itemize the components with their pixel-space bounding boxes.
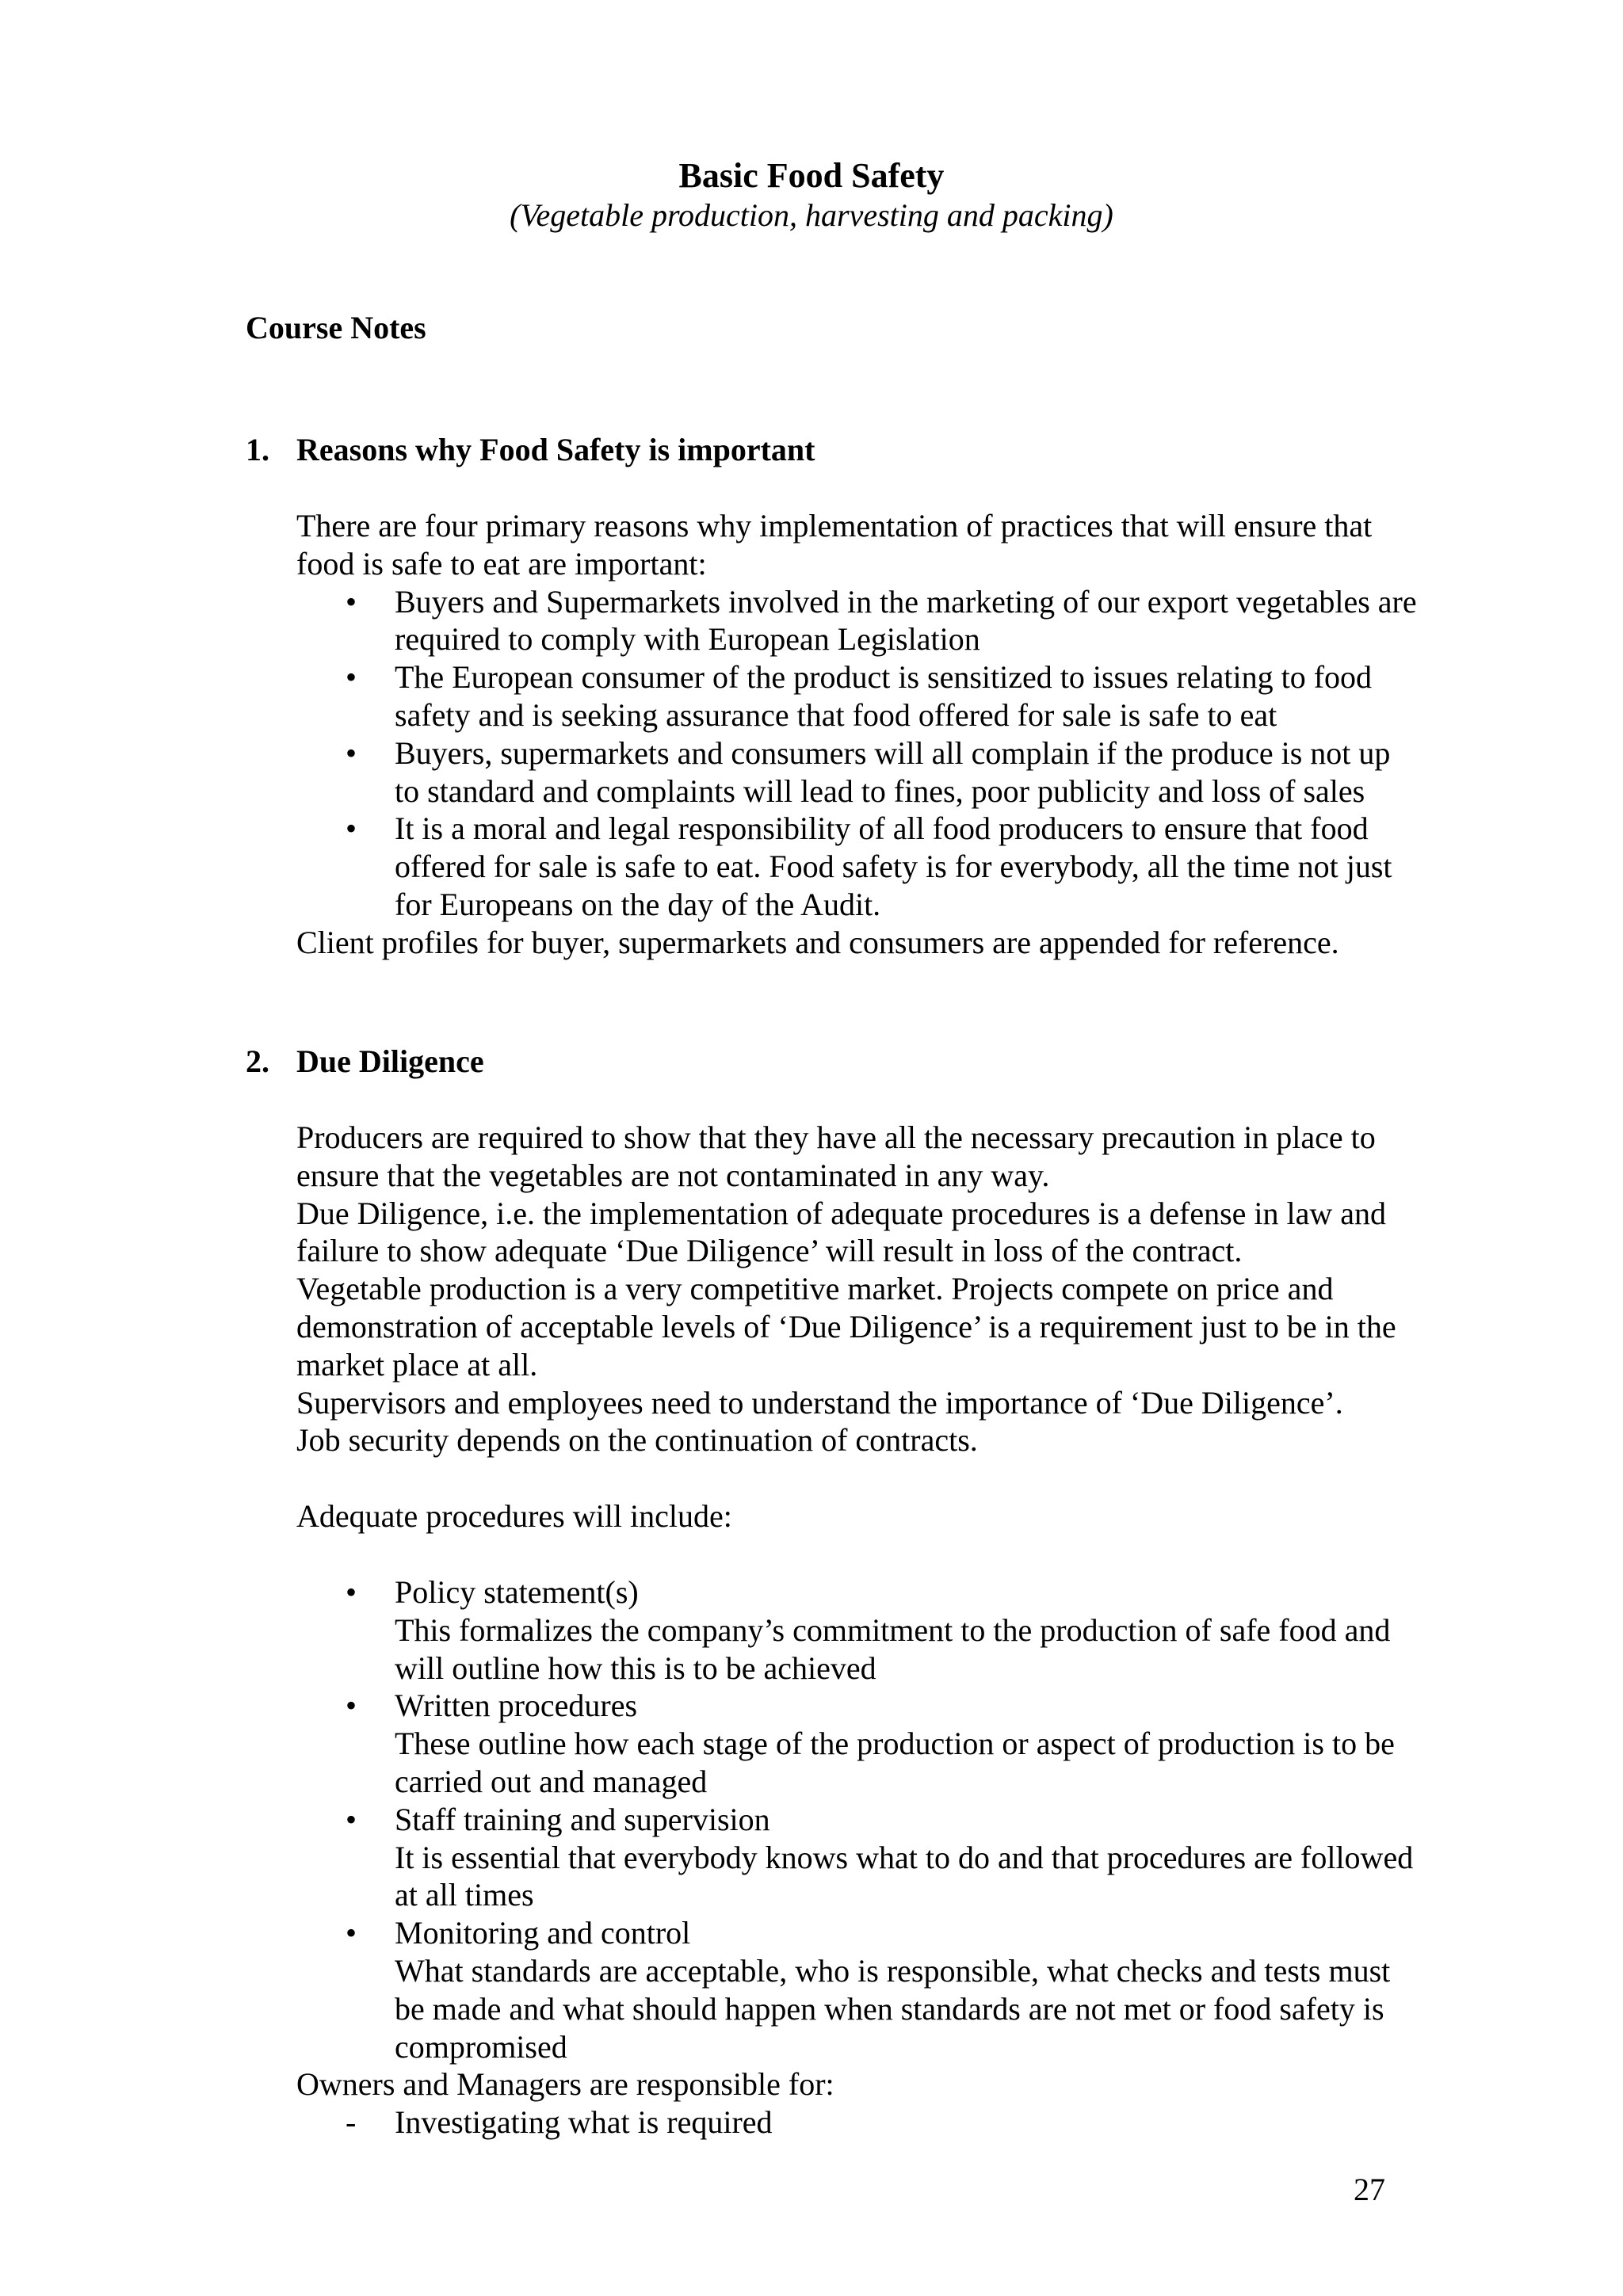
procedure-description: What standards are acceptable, who is responsible, what checks and tests must be made and what should happen when standards are not met or food safety is compromised <box>395 1952 1391 2065</box>
list-item-text: Buyers and Supermarkets involved in the marketing of our export vegetables are required to comply with European Legislation <box>395 583 1417 658</box>
procedure-description: This formalizes the company’s commitment to the production of safe food and will outline how this is to be achieved <box>395 1611 1391 1686</box>
bullet-icon: • <box>346 1688 357 1724</box>
section-2-title: Due Diligence <box>296 1043 484 1079</box>
procedure-description: It is essential that everybody knows what to do and that procedures are followed at all times <box>395 1839 1414 1913</box>
owners-list <box>296 2103 1422 2142</box>
bullet-icon: • <box>346 583 357 620</box>
list-item <box>296 2103 1422 2142</box>
section-2-heading <box>246 1043 484 1081</box>
section-1-intro: There are four primary reasons why implementation of practices that will ensure that food is safe to eat are important: <box>296 508 1373 582</box>
list-item <box>296 810 1422 923</box>
bullet-icon: • <box>346 1801 357 1837</box>
section-1-heading <box>246 431 815 469</box>
section-1-title: Reasons why Food Safety is important <box>296 432 815 467</box>
list-item <box>296 583 1422 659</box>
list-item-text: Investigating what is required <box>395 2104 773 2141</box>
list-item-text: It is a moral and legal responsibility of all food producers to ensure that food offered for sale is safe to eat. Food safety is for everybody, all the time not just for Europeans on the day of the Audit. <box>395 810 1392 922</box>
dash-icon: - <box>346 2104 357 2141</box>
section-2-number: 2. <box>246 1043 269 1079</box>
section-2-body <box>296 1119 1422 1459</box>
bullet-icon: • <box>346 734 357 771</box>
list-item <box>296 1687 1422 1800</box>
owners-intro: Owners and Managers are responsible for: <box>296 2066 834 2103</box>
procedure-title: Staff training and supervision <box>395 1801 770 1837</box>
bullet-icon: • <box>346 810 357 847</box>
section-2-paragraph: Supervisors and employees need to understand the importance of ‘Due Diligence’. <box>296 1384 1343 1421</box>
procedures-list <box>296 1573 1422 2065</box>
section-1-body <box>296 507 1422 962</box>
bullet-icon: • <box>346 1915 357 1951</box>
section-1-closing: Client profiles for buyer, supermarkets and consumers are appended for reference. <box>296 924 1339 960</box>
procedure-title: Policy statement(s) <box>395 1574 639 1610</box>
page-number: 27 <box>1354 2172 1385 2207</box>
list-item-text: The European consumer of the product is sensitized to issues relating to food safety and is seeking assurance that food offered for sale is safe to eat <box>395 659 1373 733</box>
procedure-description: These outline how each stage of the production or aspect of production is to be carried out and managed <box>395 1726 1395 1799</box>
section-2-paragraph: Job security depends on the continuation of contracts. <box>296 1422 978 1459</box>
list-item <box>296 734 1422 810</box>
section-1-number: 1. <box>246 432 269 467</box>
bullet-icon: • <box>346 659 357 696</box>
procedures-intro: Adequate procedures will include: <box>296 1498 732 1534</box>
bullet-icon: • <box>346 1574 357 1610</box>
procedure-title: Written procedures <box>395 1688 638 1724</box>
list-item <box>296 1801 1422 1914</box>
course-notes-heading: Course Notes <box>246 310 426 345</box>
list-item-text: Buyers, supermarkets and consumers will all complain if the produce is not up to standard and complaints will lead to fines, poor publicity and loss of sales <box>395 734 1391 809</box>
list-item <box>296 1914 1422 2065</box>
section-2-paragraph: Vegetable production is a very competitive market. Projects compete on price and demonstration of acceptable levels of ‘Due Diligence’ is a requirement just to be in the market place at all. <box>296 1271 1396 1383</box>
document-subtitle: (Vegetable production, harvesting and packing) <box>510 197 1113 233</box>
document-title: Basic Food Safety <box>678 156 945 195</box>
list-item <box>296 1573 1422 1687</box>
section-1-bullet-list <box>296 583 1422 924</box>
section-2-paragraph: Due Diligence, i.e. the implementation of adequate procedures is a defense in law and failure to show adequate ‘Due Diligence’ will result in loss of the contract. <box>296 1195 1387 1269</box>
section-2-paragraph: Producers are required to show that they have all the necessary precaution in place to ensure that the vegetables are not contaminated in any way. <box>296 1119 1376 1193</box>
list-item <box>296 658 1422 734</box>
procedures-block <box>296 1573 1422 2142</box>
procedure-title: Monitoring and control <box>395 1915 691 1951</box>
